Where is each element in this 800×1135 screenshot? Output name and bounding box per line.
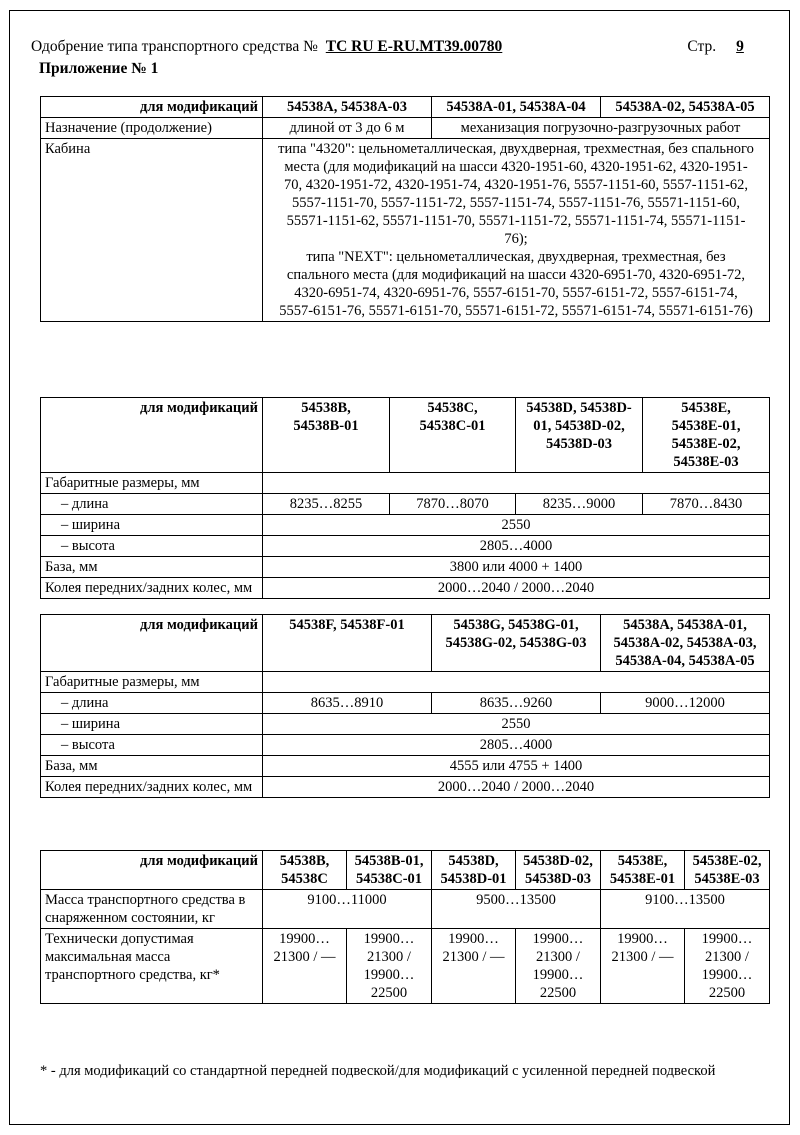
cell-value: 3800 или 4000 + 1400 (263, 557, 770, 578)
mod-header: 54538А-01, 54538А-04 (432, 97, 601, 118)
cell-value: 7870…8430 (643, 494, 770, 515)
mod-header: 54538В-01, 54538С-01 (347, 851, 432, 890)
cell-value: 19900…21300 / — (432, 929, 516, 1004)
row-label: Колея передних/задних колес, мм (41, 578, 263, 599)
mod-header: 54538D, 54538D-01, 54538D-02, 54538D-03 (516, 398, 643, 473)
cell-value: 9500…13500 (432, 890, 601, 929)
cell-value: 2805…4000 (263, 536, 770, 557)
table-row (41, 756, 770, 777)
table-row (41, 398, 770, 473)
row-label: Габаритные размеры, мм (41, 672, 263, 693)
mod-header: 54538Е, 54538Е-01 (601, 851, 685, 890)
mod-header: 54538Е-02, 54538Е-03 (685, 851, 770, 890)
mod-header: 54538А, 54538А-03 (263, 97, 432, 118)
row-label: Технически допустимая максимальная масса транспортного средства, кг* (41, 929, 263, 1004)
cell-value: механизация погрузочно-разгрузочных работ (432, 118, 770, 139)
cell-value: 8635…9260 (432, 693, 601, 714)
mod-header: 54538В, 54538С (263, 851, 347, 890)
row-label: Колея передних/задних колес, мм (41, 777, 263, 798)
cab-type-4320: типа "4320": цельнометаллическая, двухдверная, трехместная, без спального места (для модификаций на шасси 4320-1951-60, 4320-1951-62, 4320-1951-70, 4320-1951-72, 4320-1951-74, 4320-1951-76, 5557-1151-60, 5557-1151-62, 5557-1151-70, 5557-1151-72, 5557-1151-74, 5557-1151-76, 55571-1151-60, 55571-1151-62, 55571-1151-70, 55571-1151-72, 55571-1151-74, 55571-1151-76); (278, 141, 754, 247)
table-row (41, 615, 770, 672)
row-label: Габаритные размеры, мм (41, 473, 263, 494)
table-row (41, 473, 770, 494)
table-purpose-cab (40, 96, 770, 322)
table-row (41, 735, 770, 756)
row-label: – длина (41, 693, 263, 714)
table-row (41, 693, 770, 714)
row-label: – ширина (41, 515, 263, 536)
row-label: Назначение (продолжение) (41, 118, 263, 139)
row-label: База, мм (41, 756, 263, 777)
mod-header: 54538G, 54538G-01, 54538G-02, 54538G-03 (432, 615, 601, 672)
table-row (41, 714, 770, 735)
table-row (41, 578, 770, 599)
mod-header: 54538D-02, 54538D-03 (516, 851, 601, 890)
table-row (41, 929, 770, 1004)
mods-label: для модификаций (41, 97, 263, 118)
approval-title-prefix: Одобрение типа транспортного средства № (31, 38, 318, 55)
cell-value: 4555 или 4755 + 1400 (263, 756, 770, 777)
table-row (41, 536, 770, 557)
cell-value: длиной от 3 до 6 м (263, 118, 432, 139)
cell-value: 19900…21300 / 19900…22500 (347, 929, 432, 1004)
table-row (41, 515, 770, 536)
cell-value: 19900…21300 / — (263, 929, 347, 1004)
cell-value: 2805…4000 (263, 735, 770, 756)
table-row (41, 97, 770, 118)
approval-number: ТС RU E-RU.МТ39.00780 (325, 38, 503, 55)
page-indicator (687, 38, 760, 56)
table-row (41, 139, 770, 322)
table-mass (40, 850, 770, 1004)
cell-value: 9100…13500 (601, 890, 770, 929)
cab-type-next: типа "NEXT": цельнометаллическая, двухдверная, трехместная, без спального места (для модификаций на шасси 4320-6951-70, 4320-6951-72, 4320-6951-74, 4320-6951-76, 5557-6151-70, 5557-6151-72, 5557-6151-74, 5557-6151-76, 55571-6151-70, 55571-6151-72, 55571-6151-74, 55571-6151-76) (279, 249, 753, 319)
cell-value: 9100…11000 (263, 890, 432, 929)
table-row (41, 777, 770, 798)
row-label: – ширина (41, 714, 263, 735)
mods-label: для модификаций (41, 398, 263, 473)
mod-header: 54538D, 54538D-01 (432, 851, 516, 890)
mod-header: 54538А-02, 54538А-05 (601, 97, 770, 118)
cell-value: 8635…8910 (263, 693, 432, 714)
row-label: – высота (41, 536, 263, 557)
cell-value: 19900…21300 / 19900…22500 (685, 929, 770, 1004)
mod-header: 54538С, 54538С-01 (390, 398, 516, 473)
table-row (41, 118, 770, 139)
cell-value: 8235…9000 (516, 494, 643, 515)
mod-header: 54538F, 54538F-01 (263, 615, 432, 672)
cell-value: 2000…2040 / 2000…2040 (263, 777, 770, 798)
mod-header: 54538А, 54538А-01, 54538А-02, 54538А-03, 54538А-04, 54538А-05 (601, 615, 770, 672)
cell-value: 8235…8255 (263, 494, 390, 515)
page-label: Стр. (687, 38, 717, 55)
table-row (41, 851, 770, 890)
mods-label: для модификаций (41, 851, 263, 890)
cell-value: 2550 (263, 714, 770, 735)
table-dimensions-1 (40, 397, 770, 599)
cell-value: 9000…12000 (601, 693, 770, 714)
table-row (41, 494, 770, 515)
footnote: * - для модификаций со стандартной передней подвеской/для модификаций с усиленной передней подвеской (40, 1063, 716, 1079)
row-label: База, мм (41, 557, 263, 578)
row-label: – высота (41, 735, 263, 756)
cab-description (263, 139, 770, 322)
cell-value: 2000…2040 / 2000…2040 (263, 578, 770, 599)
cell-value: 7870…8070 (390, 494, 516, 515)
row-label: Кабина (41, 139, 263, 322)
cell-value: 19900…21300 / 19900…22500 (516, 929, 601, 1004)
table-row (41, 672, 770, 693)
cell-value: 19900…21300 / — (601, 929, 685, 1004)
row-label: – длина (41, 494, 263, 515)
cell-empty (263, 672, 770, 693)
annex-title: Приложение № 1 (39, 60, 159, 77)
table-dimensions-2 (40, 614, 770, 798)
cell-empty (263, 473, 770, 494)
table-row (41, 557, 770, 578)
approval-title (31, 38, 596, 56)
table-row (41, 890, 770, 929)
cell-value: 2550 (263, 515, 770, 536)
mod-header: 54538В, 54538В-01 (263, 398, 390, 473)
mod-header: 54538Е, 54538Е-01, 54538Е-02, 54538Е-03 (643, 398, 770, 473)
row-label: Масса транспортного средства в снаряженном состоянии, кг (41, 890, 263, 929)
page-number: 9 (736, 38, 744, 55)
mods-label: для модификаций (41, 615, 263, 672)
